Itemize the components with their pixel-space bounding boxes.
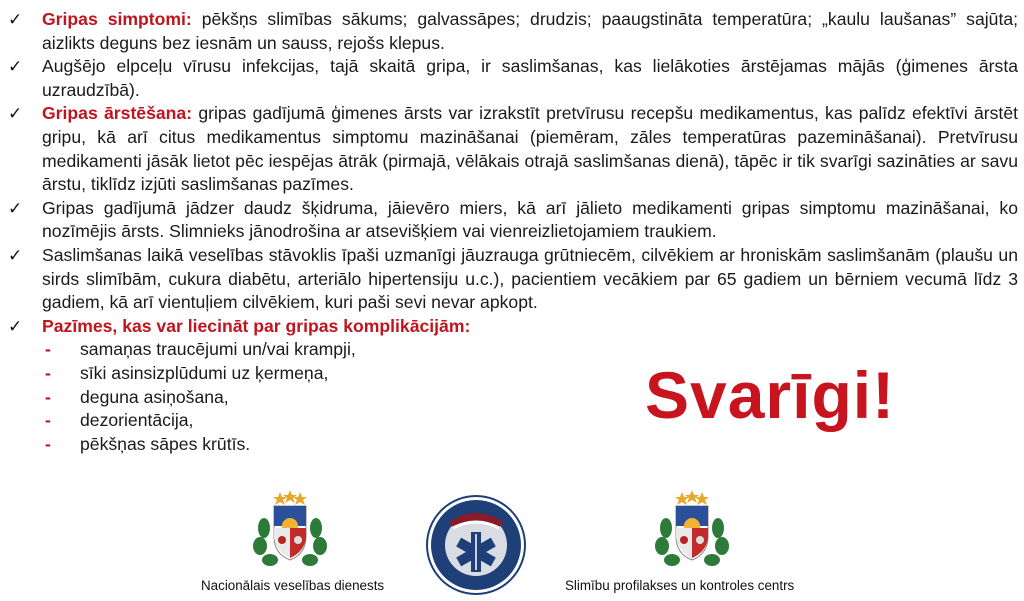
bullet-treatment [0, 102, 1024, 196]
important-headline: Svarīgi! [645, 358, 896, 432]
bullet-lead: Pazīmes, kas var liecināt par gripas komplikācijām: [42, 315, 471, 336]
bullet-text: gripas gadījumā ģimenes ārsts var izrakstīt pretvīrusu recepšu medikamentus, kas palīdz efektīvi ārstēt gripu, kā arī citus medikamentus simptomu mazināšanai (piemēram, zāles temperatūras pazemināšanai). Pretvīrusu medikamenti jāsāk lietot pēc iespējas ātrāk (pirmajā, vēlākais otrajā saslimšanas dienā), tāpēc ir tik svarīgi sazināties ar savu ārstu, tiklīdz izjūti saslimšanas pazīmes. [42, 103, 1018, 195]
bullet-lead: Gripas ārstēšana: [42, 103, 193, 124]
check-icon: ✓ [8, 198, 23, 218]
complication-text: dezorientācija, [80, 410, 194, 431]
nvd-coat-of-arms-icon [248, 488, 332, 572]
nvd-caption: Nacionālais veselības dienests [201, 578, 385, 593]
bullet-text: Saslimšanas laikā veselības stāvoklis īpaši uzmanīgi jāuzrauga grūtniecēm, cilvēkiem ar hroniskām saslimšanām (plaušu un sirds slimībām, cukura diabētu, arteriālo hipertensiju u.c.), pacientiem vecākiem par 65 gadiem un bērniem vecumā līdz 3 gadiem, kā arī vientuļiem cilvēkiem, kuri paši sevi nevar apkopt. [42, 244, 1018, 313]
check-icon: ✓ [8, 57, 23, 77]
complication-text: samaņas traucējumi un/vai krampji, [80, 339, 356, 360]
bullet-fluids [0, 197, 1024, 244]
bullet-text: pēkšņs slimības sākums; galvassāpes; drudzis; paaugstināta temperatūra; „kaulu laušanas” sajūta; aizlikts deguns bez iesnām un sauss, rejošs klepus. [42, 9, 1019, 53]
nmpd-star-of-life-icon [425, 494, 527, 596]
check-icon: ✓ [8, 10, 23, 29]
bullet-text: Gripas gadījumā jādzer daudz šķidruma, jāievēro miers, kā arī jālieto medikamenti gripas simptomu mazināšanai, ko nozīmējis ārsts. Slimnieks jānodrošina ar atsevišķiem vai vienreizlietojamiem traukiem. [42, 197, 1018, 242]
bullet-text: Augšējo elpceļu vīrusu infekcijas, tajā skaitā gripa, ir saslimšanas, kas lielākoties ārstējamas mājās (ģimenes ārsta uzraudzībā). [42, 56, 1018, 100]
complication-text: pēkšņas sāpes krūtīs. [80, 433, 251, 454]
check-icon: ✓ [8, 245, 23, 265]
spkc-coat-of-arms-icon [650, 488, 734, 572]
bullet-risk-groups [0, 244, 1024, 315]
complication-item [0, 433, 1024, 457]
bullet-symptoms [0, 8, 1024, 55]
dash-icon: - [45, 362, 51, 383]
dash-icon: - [45, 410, 51, 431]
bullet-lead: Gripas simptomi: [42, 9, 192, 29]
bullet-infections [0, 55, 1024, 102]
dash-icon: - [45, 386, 51, 407]
complication-text: sīki asinsizplūdumi uz ķermeņa, [80, 362, 329, 383]
dash-icon: - [45, 433, 51, 454]
check-icon: ✓ [8, 316, 23, 336]
dash-icon: - [45, 339, 51, 360]
check-icon: ✓ [8, 104, 23, 124]
complication-text: deguna asiņošana, [80, 386, 229, 407]
bullet-complications [0, 315, 1024, 339]
spkc-caption: Slimību profilakses un kontroles centrs [565, 578, 795, 593]
